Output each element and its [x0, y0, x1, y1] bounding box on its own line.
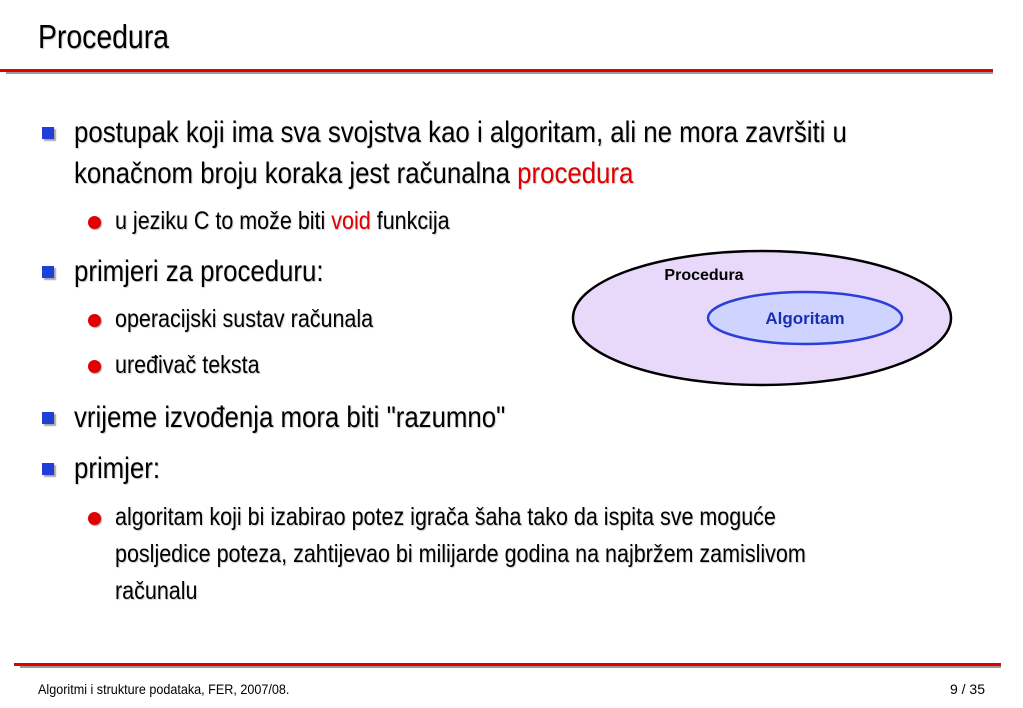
bullet-4-sub-1-line-3: računalu [115, 577, 198, 605]
bullet-4-sub-1-line-1: algoritam koji bi izabirao potez igrača šaha tako da ispita sve moguće [115, 503, 776, 531]
bullet-dot-icon [88, 216, 101, 229]
bullet-dot-icon [88, 314, 101, 327]
bullet-square-icon [42, 463, 54, 475]
algorithm-label: Algoritam [765, 309, 845, 328]
bullet-dot-icon [88, 360, 101, 373]
bullet-square-icon [42, 127, 54, 139]
bullet-2-sub-2: uređivač teksta [115, 351, 260, 379]
bullet-square-icon [42, 412, 54, 424]
bullet-square-icon [42, 266, 54, 278]
bullet-1-line-2-text: konačnom broju koraka jest računalna [74, 157, 518, 190]
title-divider [0, 69, 993, 73]
sub-1-highlight: void [331, 207, 371, 235]
sub-1-text-post: funkcija [370, 207, 450, 235]
sub-1-text: u jeziku C to može biti [115, 207, 332, 235]
procedure-algorithm-diagram [566, 246, 958, 390]
bullet-1-highlight: procedura [517, 157, 634, 190]
bullet-4-sub-1-line-2: posljedice poteza, zahtijevao bi milijarde godina na najbržem zamislivom [115, 540, 806, 568]
footer-divider [14, 663, 1001, 667]
bullet-dot-icon [88, 512, 101, 525]
bullet-2: primjeri za proceduru: [74, 255, 324, 288]
slide-title: Procedura [38, 18, 169, 55]
bullet-1-sub-1 [115, 205, 450, 238]
bullet-3: vrijeme izvođenja mora biti "razumno" [74, 401, 506, 434]
bullet-4: primjer: [74, 452, 161, 485]
bullet-2-sub-1: operacijski sustav računala [115, 305, 374, 333]
bullet-1-line-1: postupak koji ima sva svojstva kao i algoritam, ali ne mora završiti u [74, 116, 847, 149]
bullet-1-line-2 [74, 156, 633, 192]
procedure-label: Procedura [664, 267, 744, 284]
page-number: 9 / 35 [949, 681, 985, 697]
footer-course: Algoritmi i strukture podataka, FER, 2007/08. [38, 681, 290, 697]
